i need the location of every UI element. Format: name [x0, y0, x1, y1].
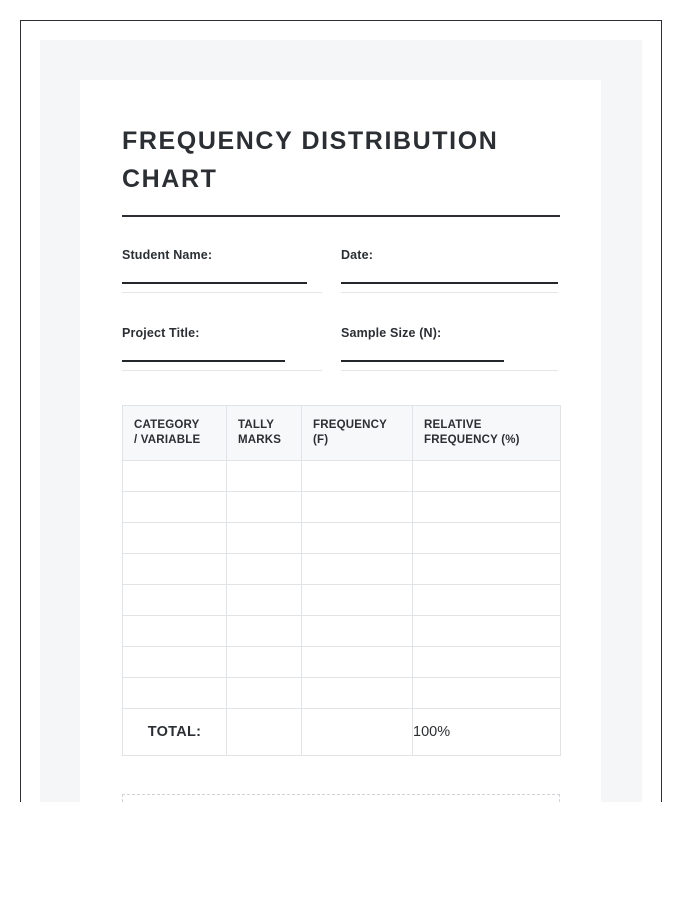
table-row	[123, 585, 561, 616]
table-total-row	[123, 709, 561, 756]
category-cell[interactable]	[123, 554, 227, 585]
field-student-name	[122, 247, 341, 294]
header-line-1: TALLY	[238, 419, 275, 431]
table-row	[123, 492, 561, 523]
field-label-project-title: Project Title:	[122, 326, 200, 340]
category-cell[interactable]	[123, 616, 227, 647]
relative-frequency-cell[interactable]	[413, 492, 561, 523]
tally-marks-cell[interactable]	[227, 616, 302, 647]
field-input-project-title[interactable]	[122, 360, 341, 372]
table-row	[123, 461, 561, 492]
frequency-cell[interactable]	[302, 585, 413, 616]
relative-frequency-cell[interactable]	[413, 554, 561, 585]
title-divider	[122, 215, 560, 217]
table-header-row	[123, 406, 561, 461]
table-row	[123, 616, 561, 647]
field-input-sample-size[interactable]	[341, 360, 560, 372]
tally-marks-cell[interactable]	[227, 647, 302, 678]
table-body	[123, 461, 561, 709]
column-header-category	[123, 406, 227, 461]
tally-marks-cell[interactable]	[227, 523, 302, 554]
column-header-frequency	[302, 406, 413, 461]
field-input-student-name[interactable]	[122, 282, 341, 294]
total-label: TOTAL:	[123, 709, 227, 756]
field-project-title	[122, 325, 341, 372]
header-line-1: CATEGORY	[134, 419, 200, 431]
field-rule	[122, 360, 285, 362]
table-row	[123, 554, 561, 585]
header-line-2: MARKS	[238, 434, 282, 446]
table-row	[123, 523, 561, 554]
field-input-date[interactable]	[341, 282, 560, 294]
tally-marks-cell[interactable]	[227, 554, 302, 585]
header-line-2: (F)	[313, 434, 329, 446]
category-cell[interactable]	[123, 647, 227, 678]
category-cell[interactable]	[123, 492, 227, 523]
category-cell[interactable]	[123, 678, 227, 709]
notes-box[interactable]	[122, 794, 560, 802]
form-fields	[122, 247, 560, 403]
relative-frequency-cell[interactable]	[413, 616, 561, 647]
frequency-cell[interactable]	[302, 492, 413, 523]
document-content	[122, 80, 560, 802]
total-relative-frequency-cell: 100%	[413, 709, 561, 756]
frequency-cell[interactable]	[302, 678, 413, 709]
category-cell[interactable]	[123, 585, 227, 616]
relative-frequency-cell[interactable]	[413, 647, 561, 678]
field-label-sample-size: Sample Size (N):	[341, 326, 442, 340]
frequency-cell[interactable]	[302, 554, 413, 585]
table-header	[123, 406, 561, 461]
field-underline	[341, 370, 558, 371]
total-frequency-cell[interactable]	[302, 709, 413, 756]
field-date	[341, 247, 560, 294]
page-title: FREQUENCY DISTRIBUTION CHART	[122, 127, 499, 193]
field-sample-size	[341, 325, 560, 372]
field-underline	[122, 292, 322, 293]
header-line-2: / VARIABLE	[134, 434, 201, 446]
relative-frequency-cell[interactable]	[413, 678, 561, 709]
frequency-cell[interactable]	[302, 461, 413, 492]
tally-marks-cell[interactable]	[227, 492, 302, 523]
category-cell[interactable]	[123, 523, 227, 554]
field-rule	[122, 282, 307, 284]
header-line-1: RELATIVE	[424, 419, 482, 431]
frequency-cell[interactable]	[302, 647, 413, 678]
frequency-cell[interactable]	[302, 523, 413, 554]
frequency-distribution-table	[122, 405, 561, 756]
table-footer	[123, 709, 561, 756]
relative-frequency-cell[interactable]	[413, 523, 561, 554]
header-line-2: FREQUENCY (%)	[424, 434, 520, 446]
category-cell[interactable]	[123, 461, 227, 492]
field-rule	[341, 360, 504, 362]
column-header-relative-frequency	[413, 406, 561, 461]
table-row	[123, 678, 561, 709]
field-underline	[122, 370, 322, 371]
table-row	[123, 647, 561, 678]
field-label-date: Date:	[341, 248, 374, 262]
header-line-1: FREQUENCY	[313, 419, 388, 431]
column-header-tally-marks	[227, 406, 302, 461]
tally-marks-cell[interactable]	[227, 678, 302, 709]
tally-marks-cell[interactable]	[227, 585, 302, 616]
field-rule	[341, 282, 558, 284]
frequency-cell[interactable]	[302, 616, 413, 647]
tally-marks-cell[interactable]	[227, 461, 302, 492]
relative-frequency-cell[interactable]	[413, 585, 561, 616]
field-underline	[341, 292, 558, 293]
relative-frequency-cell[interactable]	[413, 461, 561, 492]
document-page	[80, 80, 601, 802]
total-tally-cell[interactable]	[227, 709, 302, 756]
field-label-student-name: Student Name:	[122, 248, 213, 262]
